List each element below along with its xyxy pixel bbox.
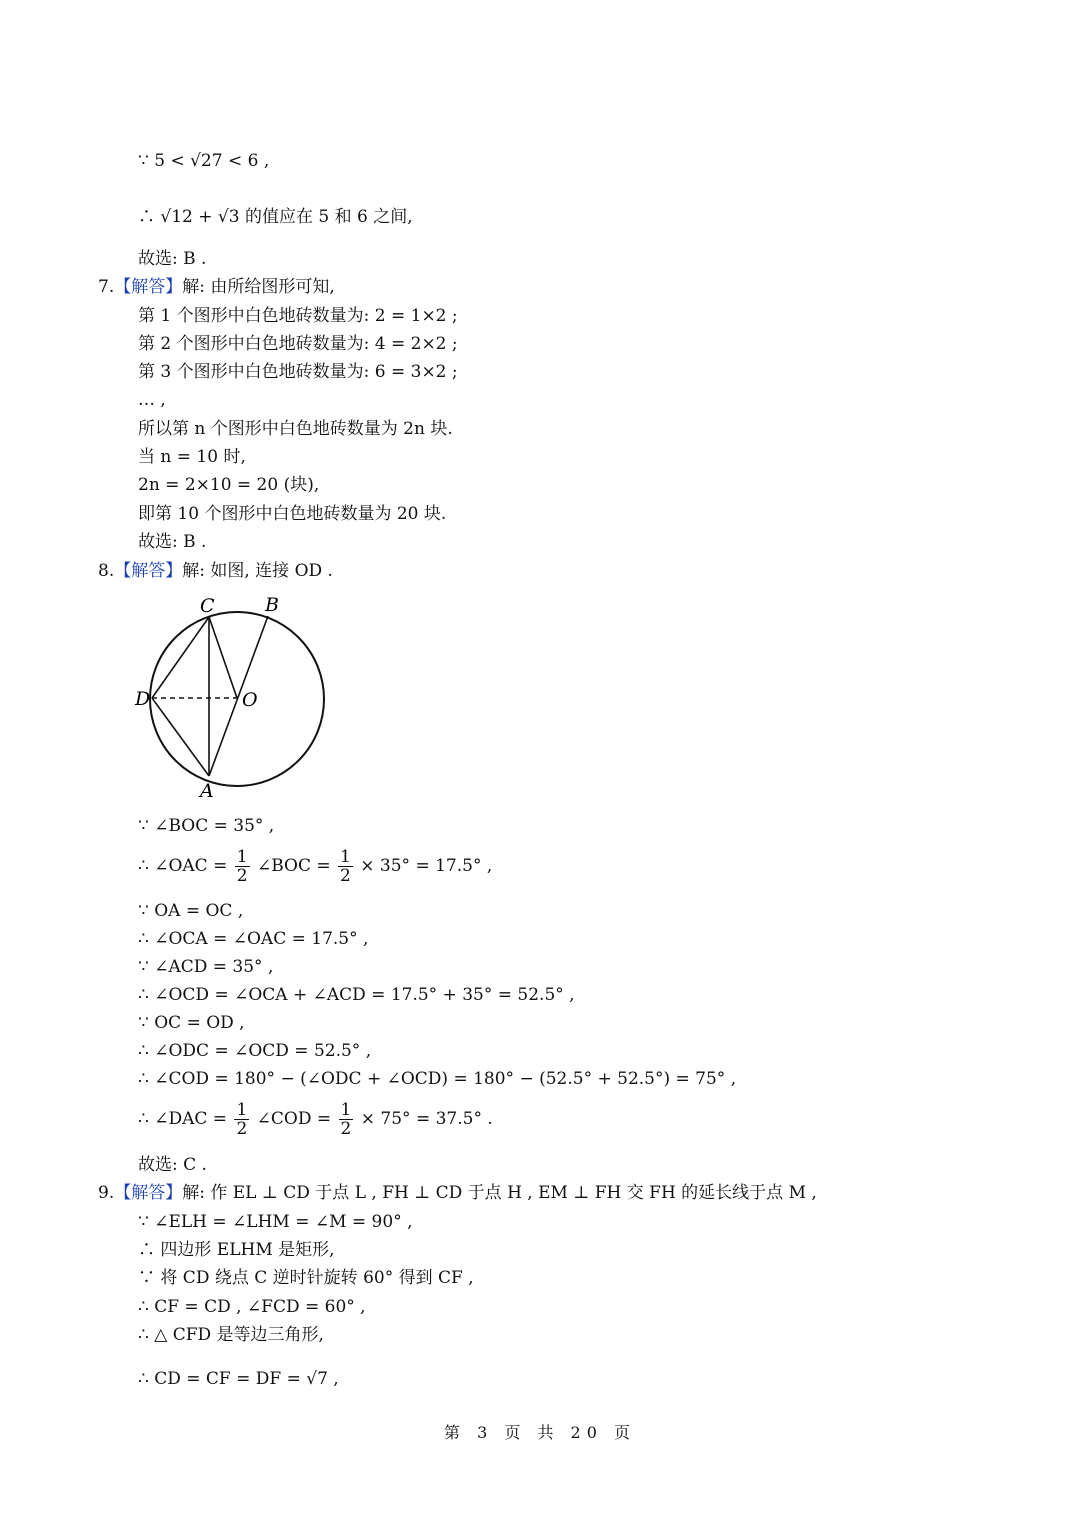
q8-line: ∴ ∠OCD = ∠OCA + ∠ACD = 17.5° + 35° = 52.5° , [138,985,575,1005]
circle-geometry-figure [130,592,340,804]
q8-intro: 解: 如图, 连接 OD . [182,561,333,581]
label-a: A [200,780,214,802]
q7-line: 即第 10 个图形中白色地砖数量为 20 块. [138,504,447,524]
q8-number: 8. [98,561,115,581]
fraction-half: $\frac{1}{2}$ [236,847,248,886]
segment-co [209,617,237,698]
label-c: C [200,595,215,617]
q7-intro: 解: 由所给图形可知, [182,277,335,297]
q8-line: ∵ ∠BOC = 35° , [138,816,275,836]
q8-header [98,560,333,582]
q8-line: ∵ OA = OC , [138,901,244,921]
segment-ab [209,616,268,776]
q7-line: 故选: B . [138,532,207,552]
q7-number: 7. [98,277,115,297]
q8-line: ∴ ∠OCA = ∠OAC = 17.5° , [138,929,369,949]
fraction-half: $\frac{1}{2}$ [340,847,351,886]
q9-line: ∴ △ CFD 是等边三角形, [138,1325,324,1345]
q6-line-2: ∴ √12 + √3 的值应在 5 和 6 之间, [138,207,413,227]
fraction-half: $\frac{1}{2}$ [236,1100,248,1139]
q7-line: 2n = 2×10 = 20 (块), [138,475,320,495]
q6-line-3: 故选: B . [138,249,207,269]
q7-line: 所以第 n 个图形中白色地砖数量为 2n 块. [138,419,453,439]
q8-line: ∴ ∠ODC = ∠OCD = 52.5° , [138,1041,372,1061]
page-footer: 第 3 页 共 20 页 [444,1423,636,1442]
label-d: D [135,688,151,710]
q9-intro: 解: 作 EL ⊥ CD 于点 L , FH ⊥ CD 于点 H , EM ⊥ FH 交 FH 的延长线于点 M , [182,1183,817,1203]
q9-line: ∴ 四边形 ELHM 是矩形, [138,1240,335,1260]
q9-line: ∵ ∠ELH = ∠LHM = ∠M = 90° , [138,1212,413,1232]
q6-line-1: ∵ 5 < √27 < 6 , [138,151,270,171]
q7-line: 第 3 个图形中白色地砖数量为: 6 = 3×2 ; [138,362,458,382]
q8-fraction-line-1: ∴ ∠OAC = $\frac{1}{2}$ ∠BOC = $\frac{1}{2}$ × 35° = 17.5° , [138,847,493,886]
q8-line: ∴ ∠COD = 180° − (∠ODC + ∠OCD) = 180° − (52.5° + 52.5°) = 75° , [138,1069,737,1089]
q7-line: 第 2 个图形中白色地砖数量为: 4 = 2×2 ; [138,334,458,354]
q8-fraction-line-2: ∴ ∠DAC = $\frac{1}{2}$ ∠COD = $\frac{1}{2}$ × 75° = 37.5° . [138,1100,493,1139]
q7-line: … , [138,390,166,410]
q8-line: 故选: C . [138,1155,207,1175]
q9-answer-tag: 【解答】 [114,1183,183,1203]
q8-answer-tag: 【解答】 [114,561,183,581]
q9-number: 9. [98,1183,115,1203]
q9-line: ∴ CD = CF = DF = √7 , [138,1369,339,1389]
label-o: O [242,689,258,711]
q9-header [98,1182,817,1204]
label-b: B [265,594,279,616]
q8-line: ∵ ∠ACD = 35° , [138,957,274,977]
q7-line: 第 1 个图形中白色地砖数量为: 2 = 1×2 ; [138,306,458,326]
q7-answer-tag: 【解答】 [114,277,183,297]
q7-header [98,276,335,298]
fraction-half: $\frac{1}{2}$ [340,1100,352,1139]
q9-line: ∴ CF = CD , ∠FCD = 60° , [138,1297,366,1317]
q8-line: ∵ OC = OD , [138,1013,245,1033]
q7-line: 当 n = 10 时, [138,447,246,467]
q9-line: ∵ 将 CD 绕点 C 逆时针旋转 60° 得到 CF , [138,1268,474,1288]
